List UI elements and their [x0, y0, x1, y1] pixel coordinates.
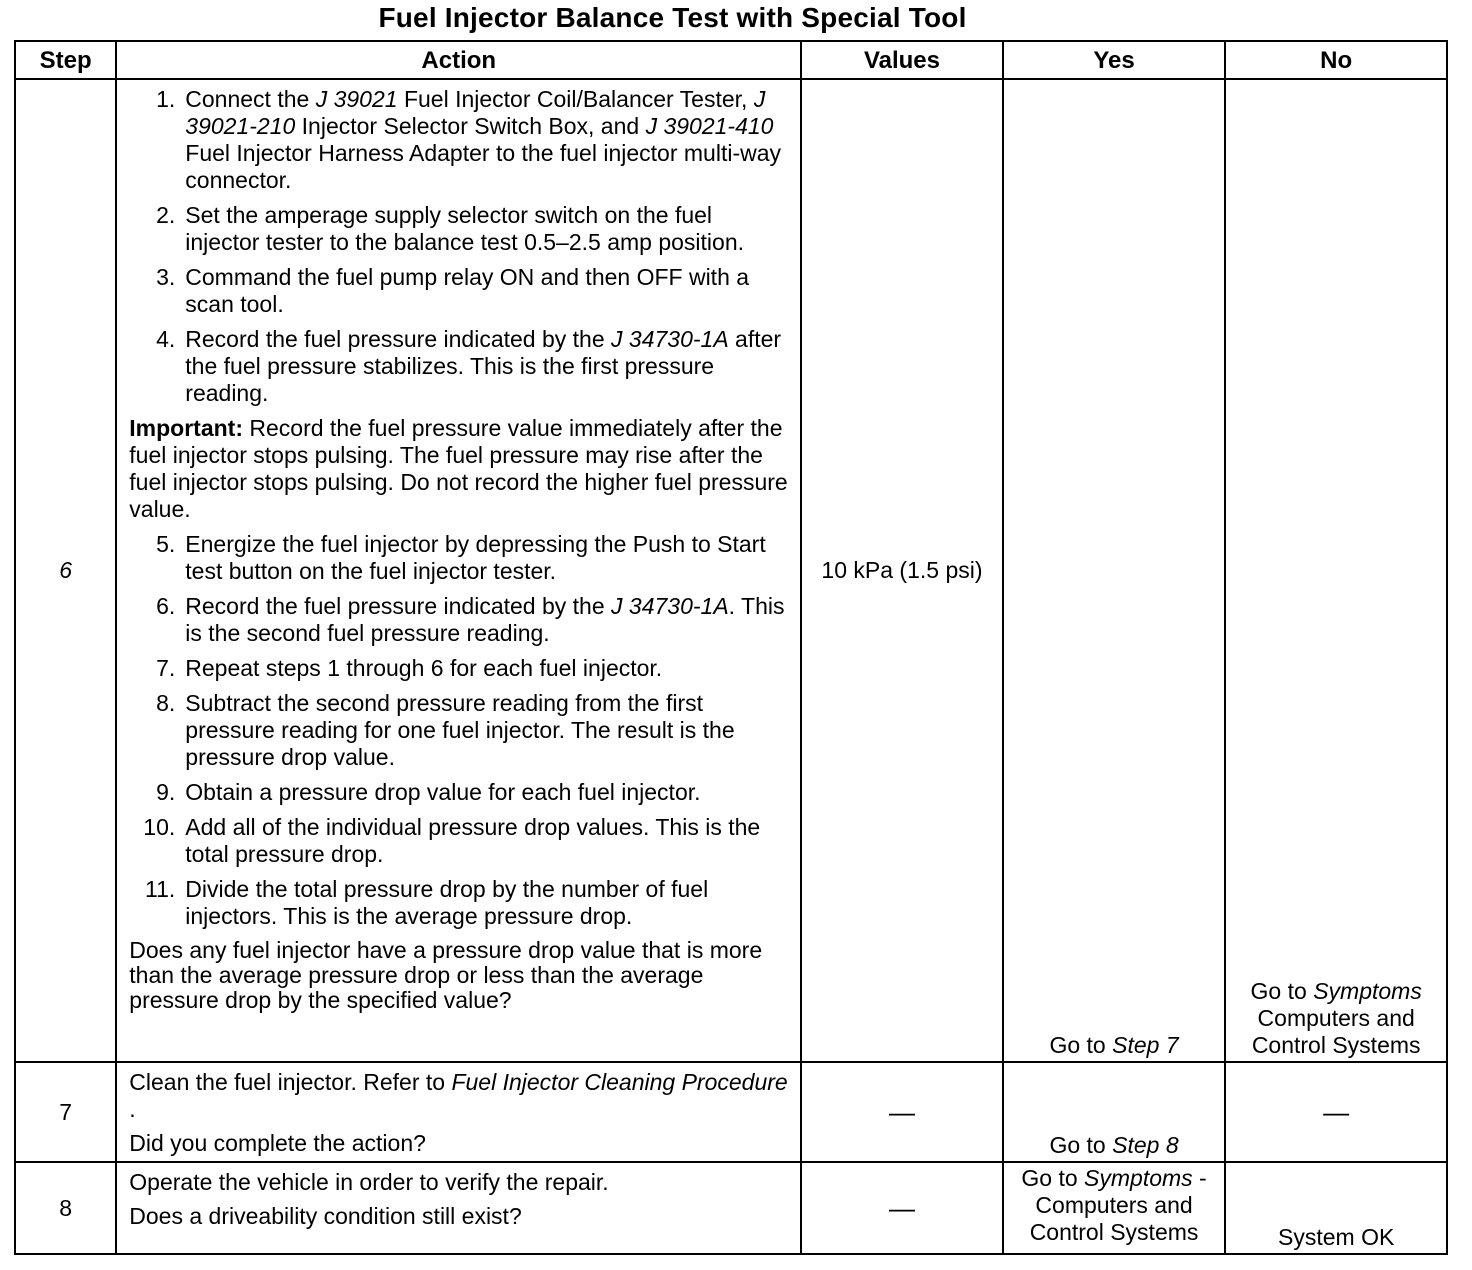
list-item: 2. Set the amperage supply selector switch on the fuel injector tester to the balance test 0.5–2.5 amp position. — [156, 202, 745, 255]
yes-link[interactable]: Step 8 — [1112, 1132, 1179, 1158]
list-item: 10. Add all of the individual pressure drop values. This is the total pressure drop. — [143, 814, 761, 867]
values-cell: — — [801, 1162, 1003, 1254]
list-item: 11. Divide the total pressure drop by the number of fuel injectors. This is the average pressure drop. — [145, 876, 709, 929]
action-steps-list — [129, 86, 790, 407]
list-item: 3. Command the fuel pump relay ON and then OFF with a scan tool. — [156, 264, 750, 317]
step-number: 7 — [15, 1062, 116, 1162]
important-note: Important: Record the fuel pressure value immediately after the fuel injector stops pulsing. The fuel pressure may rise after the fuel injector stops pulsing. Do not record the higher fuel pressure value. — [129, 415, 788, 522]
yes-cell: Go to Step 8 — [1003, 1062, 1226, 1162]
tool-ref: J 39021-410 — [645, 113, 774, 139]
no-cell: Go to Symptoms Computers and Control Systems — [1225, 79, 1447, 1062]
page-title: Fuel Injector Balance Test with Special Tool — [378, 2, 967, 33]
header-step: Step — [15, 41, 116, 79]
step-number: 6 — [15, 79, 116, 1062]
table-row-step-7 — [15, 1062, 1447, 1162]
list-item: 4. Record the fuel pressure indicated by the J 34730-1A after the fuel pressure stabilizes. This is the first pressure reading. — [156, 326, 782, 406]
list-item: 7. Repeat steps 1 through 6 for each fuel injector. — [156, 655, 663, 681]
header-values: Values — [801, 41, 1003, 79]
tool-ref: J 34730-1A — [611, 593, 729, 619]
tool-ref: J 34730-1A — [611, 326, 729, 352]
header-action: Action — [116, 41, 801, 79]
action-cell — [116, 79, 801, 1062]
header-yes: Yes — [1003, 41, 1226, 79]
tool-ref: J 39021 — [315, 86, 398, 112]
header-no: No — [1225, 41, 1447, 79]
header-row — [15, 41, 1447, 79]
action-cell: Operate the vehicle in order to verify the repair. Does a driveability condition still exist? — [116, 1162, 801, 1254]
no-link[interactable]: Symptoms — [1313, 978, 1422, 1004]
yes-link[interactable]: Step 7 — [1112, 1032, 1179, 1058]
values-cell: — — [801, 1062, 1003, 1162]
action-cell: Clean the fuel injector. Refer to Fuel Injector Cleaning Procedure . Did you complete the action? — [116, 1062, 801, 1162]
procedure-table — [14, 40, 1448, 1255]
table-row-step-6 — [15, 79, 1447, 1062]
yes-link[interactable]: Symptoms — [1084, 1165, 1193, 1191]
table-row-step-8 — [15, 1162, 1447, 1254]
step-question: Did you complete the action? — [129, 1130, 426, 1156]
list-item: 6. Record the fuel pressure indicated by the J 34730-1A. This is the second fuel pressure reading. — [156, 593, 785, 646]
list-item: 5. Energize the fuel injector by depressing the Push to Start test button on the fuel injector tester. — [156, 531, 766, 584]
no-cell: — — [1225, 1062, 1447, 1162]
list-item: 8. Subtract the second pressure reading from the first pressure reading for one fuel injector. The result is the pressure drop value. — [156, 690, 735, 770]
tool-ref: J 39021-210 — [185, 86, 766, 139]
values-cell: 10 kPa (1.5 psi) — [801, 79, 1003, 1062]
list-item: 1. Connect the J 39021 Fuel Injector Coil/Balancer Tester, J 39021-210 Injector Selector Switch Box, and J 39021-410 Fuel Injector Harness Adapter to the fuel injector multi-way connector. — [156, 86, 782, 193]
list-item: 9. Obtain a pressure drop value for each fuel injector. — [156, 779, 701, 805]
procedure-link[interactable]: Fuel Injector Cleaning Procedure — [451, 1069, 788, 1095]
step-question: Does any fuel injector have a pressure drop value that is more than the average pressure drop or less than the average pressure drop by the specified value? — [129, 937, 763, 1013]
yes-cell: Go to Symptoms - Computers and Control Systems — [1003, 1162, 1226, 1254]
action-steps-list-continued — [129, 531, 790, 930]
step-question: Does a driveability condition still exist? — [129, 1203, 522, 1229]
yes-cell: Go to Step 7 — [1003, 79, 1226, 1062]
step-number: 8 — [15, 1162, 116, 1254]
no-cell: System OK — [1225, 1162, 1447, 1254]
